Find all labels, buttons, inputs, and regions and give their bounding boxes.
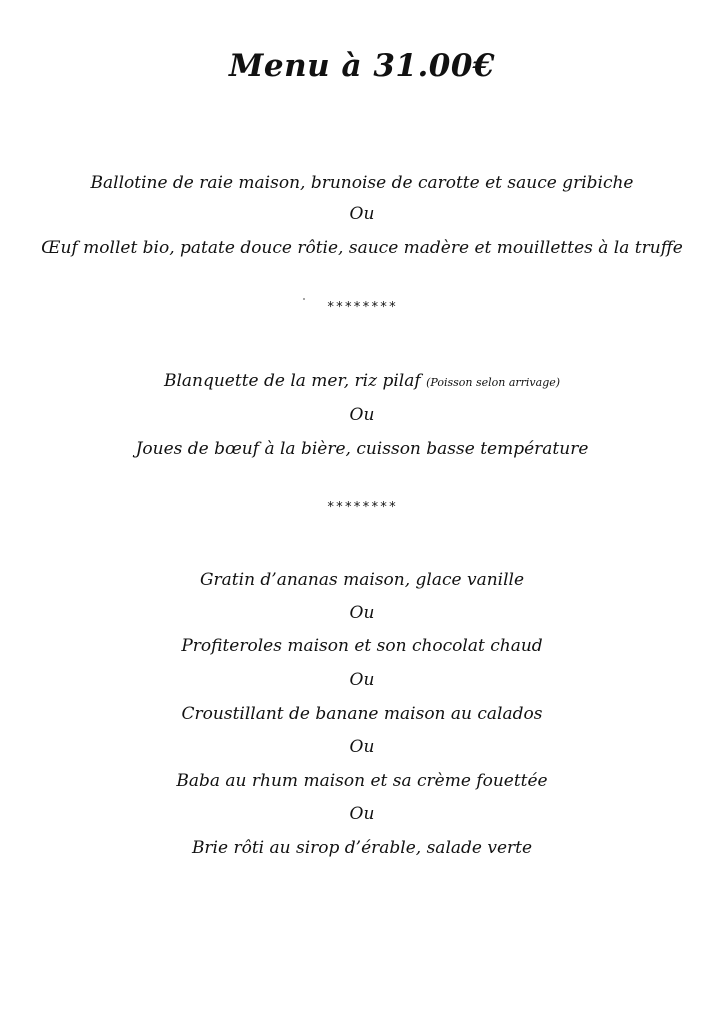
dessert-or-1: Ou	[349, 603, 375, 623]
main-item-1-note: (Poisson selon arrivage)	[426, 376, 561, 389]
dessert-or-3: Ou	[349, 737, 375, 757]
starter-item-1: Ballotine de raie maison, brunoise de carotte et sauce gribiche	[90, 173, 634, 193]
dessert-or-2: Ou	[349, 670, 375, 690]
section-separator-2: ********	[326, 500, 398, 515]
dessert-or-4: Ou	[349, 804, 375, 824]
section-separator-1: ********	[326, 300, 398, 315]
main-item-2: Joues de bœuf à la bière, cuisson basse température	[135, 439, 589, 459]
dessert-item-5: Brie rôti au sirop d’érable, salade verte	[191, 838, 533, 858]
main-item-1	[0, 370, 724, 394]
menu-title: Menu à 31.00€	[229, 48, 495, 84]
main-or: Ou	[349, 405, 375, 425]
starter-or: Ou	[349, 204, 375, 224]
dessert-item-4: Baba au rhum maison et sa crème fouettée	[176, 771, 548, 791]
dessert-item-2: Profiteroles maison et son chocolat chaud	[181, 636, 543, 656]
dessert-item-1: Gratin d’ananas maison, glace vanille	[199, 570, 525, 590]
dessert-item-3: Croustillant de banane maison au calados	[181, 704, 543, 724]
starter-item-2: Œuf mollet bio, patate douce rôtie, sauce madère et mouillettes à la truffe	[41, 238, 683, 258]
main-item-1-label: Blanquette de la mer, riz pilaf	[163, 371, 421, 391]
